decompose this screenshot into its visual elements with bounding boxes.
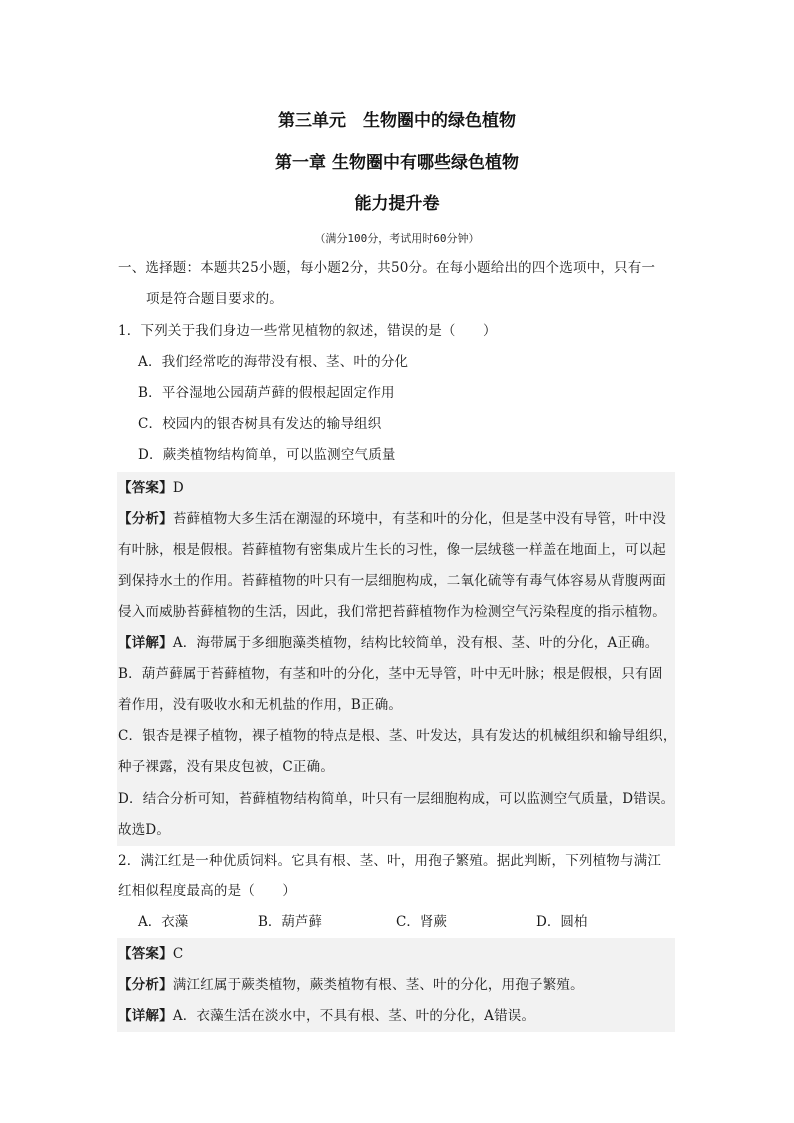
question-1-analysis-line4: 侵入而威胁苔藓植物的生活，因此，我们常把苔藓植物作为检测空气污染程度的指示植物。 xyxy=(118,604,666,620)
detail-tag: 【详解】 xyxy=(118,635,173,651)
chapter-title: 第一章 生物圈中有哪些绿色植物 xyxy=(275,153,519,173)
question-1-option-b: B．平谷湿地公园葫芦藓的假根起固定作用 xyxy=(138,385,395,401)
question-1-analysis-line2: 有叶脉，根是假根。苔藓植物有密集成片生长的习性，像一层绒毯一样盖在地面上，可以起 xyxy=(118,542,666,558)
section-instructions-line2: 项是符合题目要求的。 xyxy=(146,291,283,307)
question-1-option-a: A．我们经常吃的海带没有根、茎、叶的分化 xyxy=(138,354,409,370)
exam-info: （满分100分，考试用时60分钟） xyxy=(314,232,480,245)
analysis-text: 满江红属于蕨类植物，蕨类植物有根、茎、叶的分化，用孢子繁殖。 xyxy=(172,977,584,993)
question-1-stem: 1．下列关于我们身边一些常见植物的叙述，错误的是（ ） xyxy=(118,323,497,339)
question-2-option-a: A．衣藻 xyxy=(138,914,189,930)
question-2-stem-line1: 2．满江红是一种优质饲料。它具有根、茎、叶，用孢子繁殖。据此判断，下列植物与满江 xyxy=(118,853,662,869)
answer-tag: 【答案】 xyxy=(118,946,173,962)
question-1-analysis-line1 xyxy=(118,509,666,529)
paper-title: 能力提升卷 xyxy=(354,194,440,214)
analysis-tag: 【分析】 xyxy=(118,511,173,527)
question-2-stem-line2: 红相似程度最高的是（ ） xyxy=(118,883,297,899)
answer-tag: 【答案】 xyxy=(118,480,173,496)
question-1-detail-line1 xyxy=(118,633,659,653)
analysis-text: 苔藓植物大多生活在潮湿的环境中，有茎和叶的分化，但是茎中没有导管，叶中没 xyxy=(172,511,667,527)
question-2-option-d: D．圆柏 xyxy=(536,914,588,930)
question-1-detail-line7: 故选D。 xyxy=(118,822,171,838)
analysis-tag: 【分析】 xyxy=(118,977,173,993)
detail-text: A．衣藻生活在淡水中，不具有根、茎、叶的分化，A错误。 xyxy=(172,1008,536,1024)
question-1-analysis-line3: 到保持水土的作用。苔藓植物的叶只有一层细胞构成，二氧化硫等有毒气体容易从背腹两面 xyxy=(118,573,666,589)
question-1-detail-line4: C．银杏是裸子植物，裸子植物的特点是根、茎、叶发达，具有发达的机械组织和输导组织， xyxy=(118,728,677,744)
section-instructions-line1: 一、选择题：本题共25小题，每小题2分，共50分。在每小题给出的四个选项中，只有一 xyxy=(118,260,656,276)
question-2-option-b: B．葫芦藓 xyxy=(258,914,322,930)
question-2-answer xyxy=(118,944,183,964)
question-2-detail xyxy=(118,1006,535,1026)
question-2-analysis xyxy=(118,975,584,995)
answer-value: C xyxy=(172,946,184,962)
question-1-detail-line6: D．结合分析可知，苔藓植物结构简单，叶只有一层细胞构成，可以监测空气质量，D错误。 xyxy=(118,791,675,807)
question-2-option-c: C．肾蕨 xyxy=(396,914,447,930)
question-1-option-c: C．校园内的银杏树具有发达的输导组织 xyxy=(138,416,382,432)
question-1-detail-line5: 种子裸露，没有果皮包被，C正确。 xyxy=(118,759,335,775)
question-1-option-d: D．蕨类植物结构简单，可以监测空气质量 xyxy=(138,447,396,463)
detail-text: A．海带属于多细胞藻类植物，结构比较简单，没有根、茎、叶的分化，A正确。 xyxy=(172,635,659,651)
question-1-detail-line2: B．葫芦藓属于苔藓植物，有茎和叶的分化，茎中无导管，叶中无叶脉；根是假根，只有固 xyxy=(118,666,663,682)
detail-tag: 【详解】 xyxy=(118,1008,173,1024)
question-1-detail-line3: 着作用，没有吸收水和无机盐的作用，B正确。 xyxy=(118,697,403,713)
unit-title: 第三单元 生物圈中的绿色植物 xyxy=(278,111,516,131)
answer-value: D xyxy=(172,480,184,496)
question-1-answer xyxy=(118,478,184,498)
